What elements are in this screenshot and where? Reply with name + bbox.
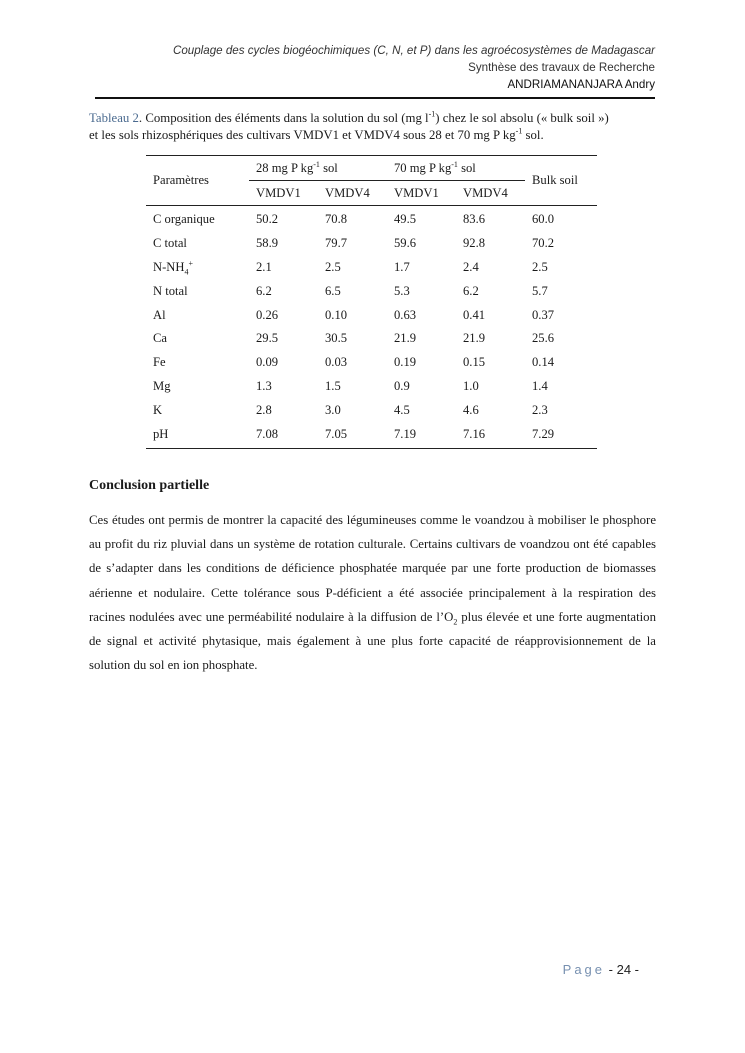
row-param: Mg bbox=[153, 378, 171, 393]
cell: 0.09 bbox=[256, 355, 279, 370]
cell: 7.16 bbox=[456, 422, 525, 448]
cell: 0.10 bbox=[325, 307, 348, 322]
cell: 2.5 bbox=[325, 259, 341, 274]
page-number: - 24 - bbox=[608, 962, 639, 977]
caption-text-4: sol. bbox=[522, 128, 544, 142]
caption-text-3: et les sols rhizosphériques des cultivars VMDV1 et VMDV4 sous 28 et 70 mg P kg bbox=[89, 128, 516, 142]
composition-table bbox=[146, 155, 597, 449]
table-caption bbox=[89, 110, 657, 144]
cell: 0.14 bbox=[532, 355, 555, 370]
cell: 6.5 bbox=[325, 283, 341, 298]
cell: 83.6 bbox=[463, 212, 486, 227]
header-subtitle: Synthèse des travaux de Recherche bbox=[468, 61, 655, 74]
cell: 29.5 bbox=[256, 331, 279, 346]
sub-header: VMDV4 bbox=[456, 181, 525, 206]
sub-header: VMDV1 bbox=[387, 181, 456, 206]
row-param: K bbox=[153, 402, 163, 417]
cell: 1.0 bbox=[463, 378, 479, 393]
cell: 70.2 bbox=[532, 236, 555, 251]
table-row bbox=[146, 279, 597, 303]
table-row bbox=[146, 327, 597, 351]
cell: 1.4 bbox=[532, 378, 548, 393]
cell: 0.37 bbox=[532, 307, 555, 322]
cell: 7.19 bbox=[387, 422, 456, 448]
row-param: C organique bbox=[153, 212, 215, 227]
row-param: Fe bbox=[153, 355, 166, 370]
row-param: Al bbox=[153, 307, 166, 322]
row-param: pH bbox=[146, 422, 249, 448]
cell: 2.8 bbox=[256, 402, 272, 417]
cell: 50.2 bbox=[256, 212, 279, 227]
cell: 25.6 bbox=[532, 331, 555, 346]
sub-header: VMDV1 bbox=[249, 181, 318, 206]
conclusion-paragraph: Ces études ont permis de montrer la capacité des légumineuses comme le voandzou à mobiliser le phosphore au profit du riz pluvial dans un système de rotation culturale. Certains cultivars de voandzou ont été capables de s’adapter dans les conditions de déficience phosphatée marquée par une forte production de biomasses aérienne et nodulaire. Cette tolérance sous P-déficient a été associée principalement à la respiration des racines nodulées avec une perméabilité nodulaire à la diffusion de $l’O_2$ plus élevée et une forte augmentation de signal et activité phytasique, mais également à une plus forte capacité de réapprovisionnement de la solution du sol en ion phosphate. bbox=[89, 513, 656, 673]
caption-text-2: ) chez le sol absolu (« bulk soil ») bbox=[435, 111, 609, 125]
table-row bbox=[146, 422, 597, 448]
cell: 2.1 bbox=[256, 259, 272, 274]
cell: 4.6 bbox=[463, 402, 479, 417]
caption-sup-2: -1 bbox=[515, 126, 523, 136]
cell: 7.08 bbox=[249, 422, 318, 448]
cell: 1.7 bbox=[394, 259, 410, 274]
table-row bbox=[146, 351, 597, 375]
group-header-28: 28 mg P $kg^{-1}$ sol bbox=[249, 156, 387, 181]
cell: 1.3 bbox=[256, 378, 272, 393]
running-header bbox=[173, 42, 655, 93]
cell: 2.4 bbox=[463, 259, 479, 274]
cell: 5.7 bbox=[532, 283, 548, 298]
cell: 0.41 bbox=[463, 307, 486, 322]
cell: 6.2 bbox=[256, 283, 272, 298]
cell: 6.2 bbox=[463, 283, 479, 298]
cell: 3.0 bbox=[325, 402, 341, 417]
header-rule bbox=[95, 97, 655, 99]
cell: 0.15 bbox=[463, 355, 486, 370]
table-row bbox=[146, 303, 597, 327]
row-param: Ca bbox=[153, 331, 167, 346]
cell: 0.26 bbox=[256, 307, 279, 322]
table-row bbox=[146, 206, 597, 232]
cell: 0.9 bbox=[394, 378, 410, 393]
cell: 5.3 bbox=[394, 283, 410, 298]
cell: 70.8 bbox=[325, 212, 348, 227]
cell: 7.05 bbox=[318, 422, 387, 448]
cell: 60.0 bbox=[532, 212, 555, 227]
sub-header: VMDV4 bbox=[318, 181, 387, 206]
cell: 7.29 bbox=[525, 422, 597, 448]
row-param: $N-NH_4^+$ bbox=[153, 258, 193, 277]
cell: 58.9 bbox=[256, 236, 279, 251]
cell: 49.5 bbox=[394, 212, 417, 227]
bulk-soil-header: Bulk soil bbox=[525, 156, 597, 206]
caption-text-1: . Composition des éléments dans la solution du sol (mg l bbox=[138, 111, 429, 125]
row-param: C total bbox=[153, 236, 187, 251]
param-header: Paramètres bbox=[146, 156, 249, 206]
cell: 2.3 bbox=[532, 402, 548, 417]
page-footer bbox=[563, 962, 639, 977]
cell: 59.6 bbox=[394, 236, 417, 251]
caption-label: Tableau 2 bbox=[89, 111, 139, 125]
cell: 21.9 bbox=[463, 331, 486, 346]
page-label: Page bbox=[562, 962, 606, 977]
cell: 92.8 bbox=[463, 236, 486, 251]
cell: 21.9 bbox=[394, 331, 417, 346]
group-header-70: 70 mg P $kg^{-1}$ sol bbox=[387, 156, 525, 181]
header-author: ANDRIAMANANJARA Andry bbox=[507, 78, 655, 91]
row-param: N total bbox=[153, 283, 188, 298]
cell: 79.7 bbox=[325, 236, 348, 251]
cell: 2.5 bbox=[532, 259, 548, 274]
caption-sup-1: -1 bbox=[428, 109, 436, 119]
cell: 1.5 bbox=[325, 378, 341, 393]
cell: 0.03 bbox=[325, 355, 348, 370]
cell: 0.63 bbox=[394, 307, 417, 322]
header-title: Couplage des cycles biogéochimiques (C, N, et P) dans les agroécosystèmes de Madagascar bbox=[172, 44, 655, 57]
cell: 0.19 bbox=[394, 355, 417, 370]
section-title: Conclusion partielle bbox=[89, 478, 210, 493]
table-row bbox=[146, 232, 597, 256]
cell: 4.5 bbox=[394, 402, 410, 417]
table-row bbox=[146, 398, 597, 422]
table-row bbox=[146, 256, 597, 280]
table-row bbox=[146, 375, 597, 399]
cell: 30.5 bbox=[325, 331, 348, 346]
